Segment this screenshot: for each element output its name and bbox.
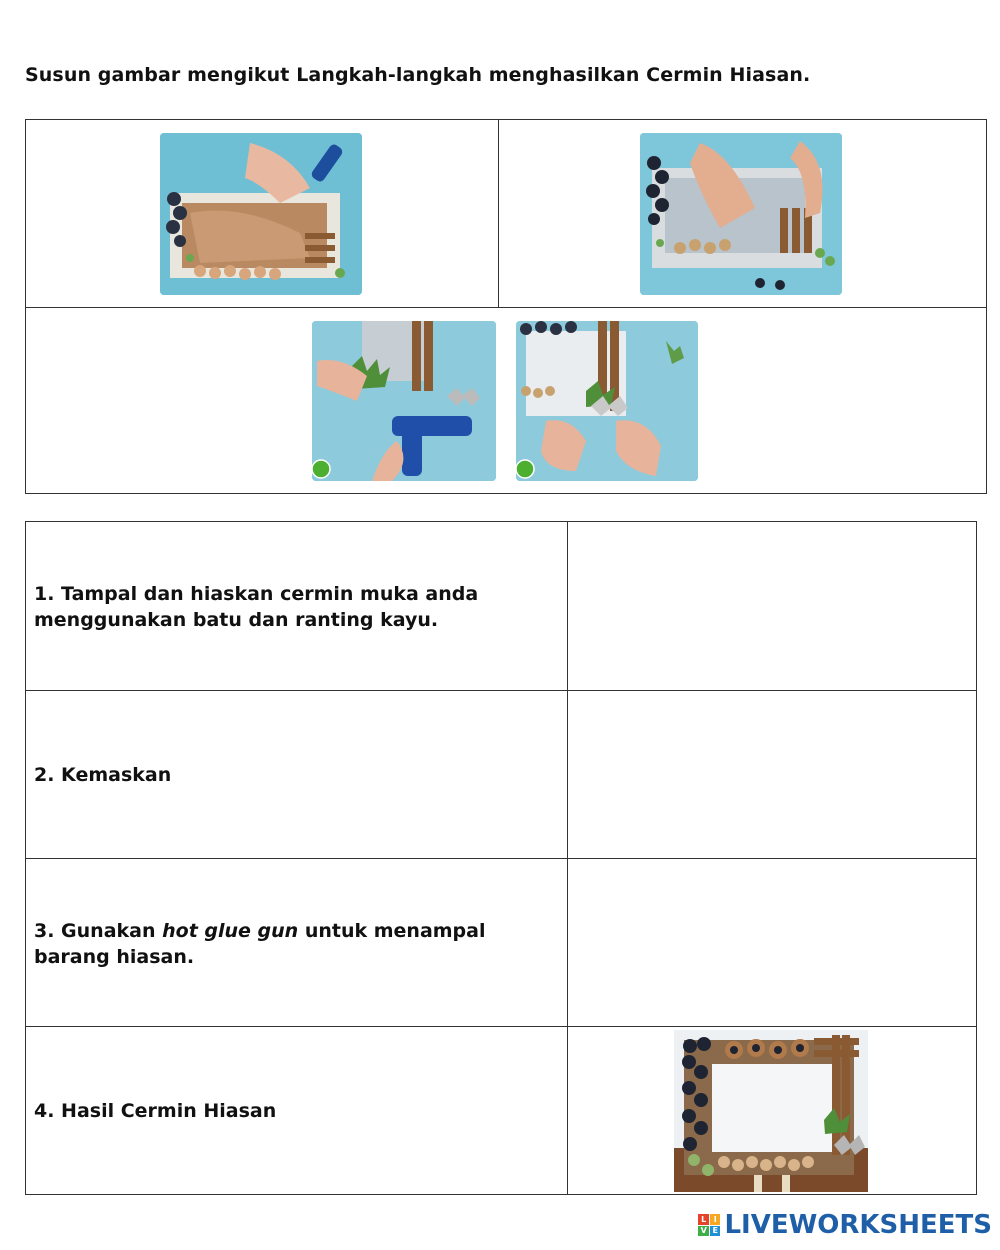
liveworksheets-logo [698,1210,992,1240]
photo-finished-mirror [674,1030,868,1192]
photo-finished-mirror-image [674,1030,868,1192]
step-1-text: 1. Tampal dan hiaskan cermin muka anda menggunakan batu dan ranting kayu. [34,583,479,631]
logo-tile-l: L [698,1214,709,1225]
logo-tile-i: I [710,1214,721,1225]
step-3-prefix: 3. Gunakan [34,920,163,942]
step-3-text [34,918,554,970]
step-3-italic: hot glue gun [162,920,299,942]
picture-bank-cell-3 [25,307,987,494]
instruction-title: Susun gambar mengikut Langkah-langkah menghasilkan Cermin Hiasan. [25,64,811,86]
logo-tile-e: E [710,1226,721,1237]
step-4-text: 4. Hasil Cermin Hiasan [34,1100,277,1122]
photo-glue-gun-leaves-image [312,321,496,481]
photo-glue-gun-leaves[interactable] [312,321,496,481]
step-row-3-drop-zone[interactable] [567,858,977,1027]
liveworksheets-logo-text: LIVEWORKSHEETS [724,1210,992,1240]
logo-tile-v: V [698,1226,709,1237]
step-row-1-drop-zone[interactable] [567,521,977,691]
photo-place-butterfly[interactable] [516,321,698,481]
step-row-2-drop-zone[interactable] [567,690,977,859]
photo-place-butterfly-image [516,321,698,481]
photo-glue-frame-border[interactable] [160,133,362,295]
photo-glue-frame-border-image [160,133,362,295]
liveworksheets-logo-icon [698,1214,720,1236]
step-3-suffix: untuk menampal barang hiasan. [34,920,486,968]
photo-arrange-stones-twigs[interactable] [640,133,842,295]
step-2-text: 2. Kemaskan [34,764,172,786]
photo-arrange-stones-twigs-image [640,133,842,295]
